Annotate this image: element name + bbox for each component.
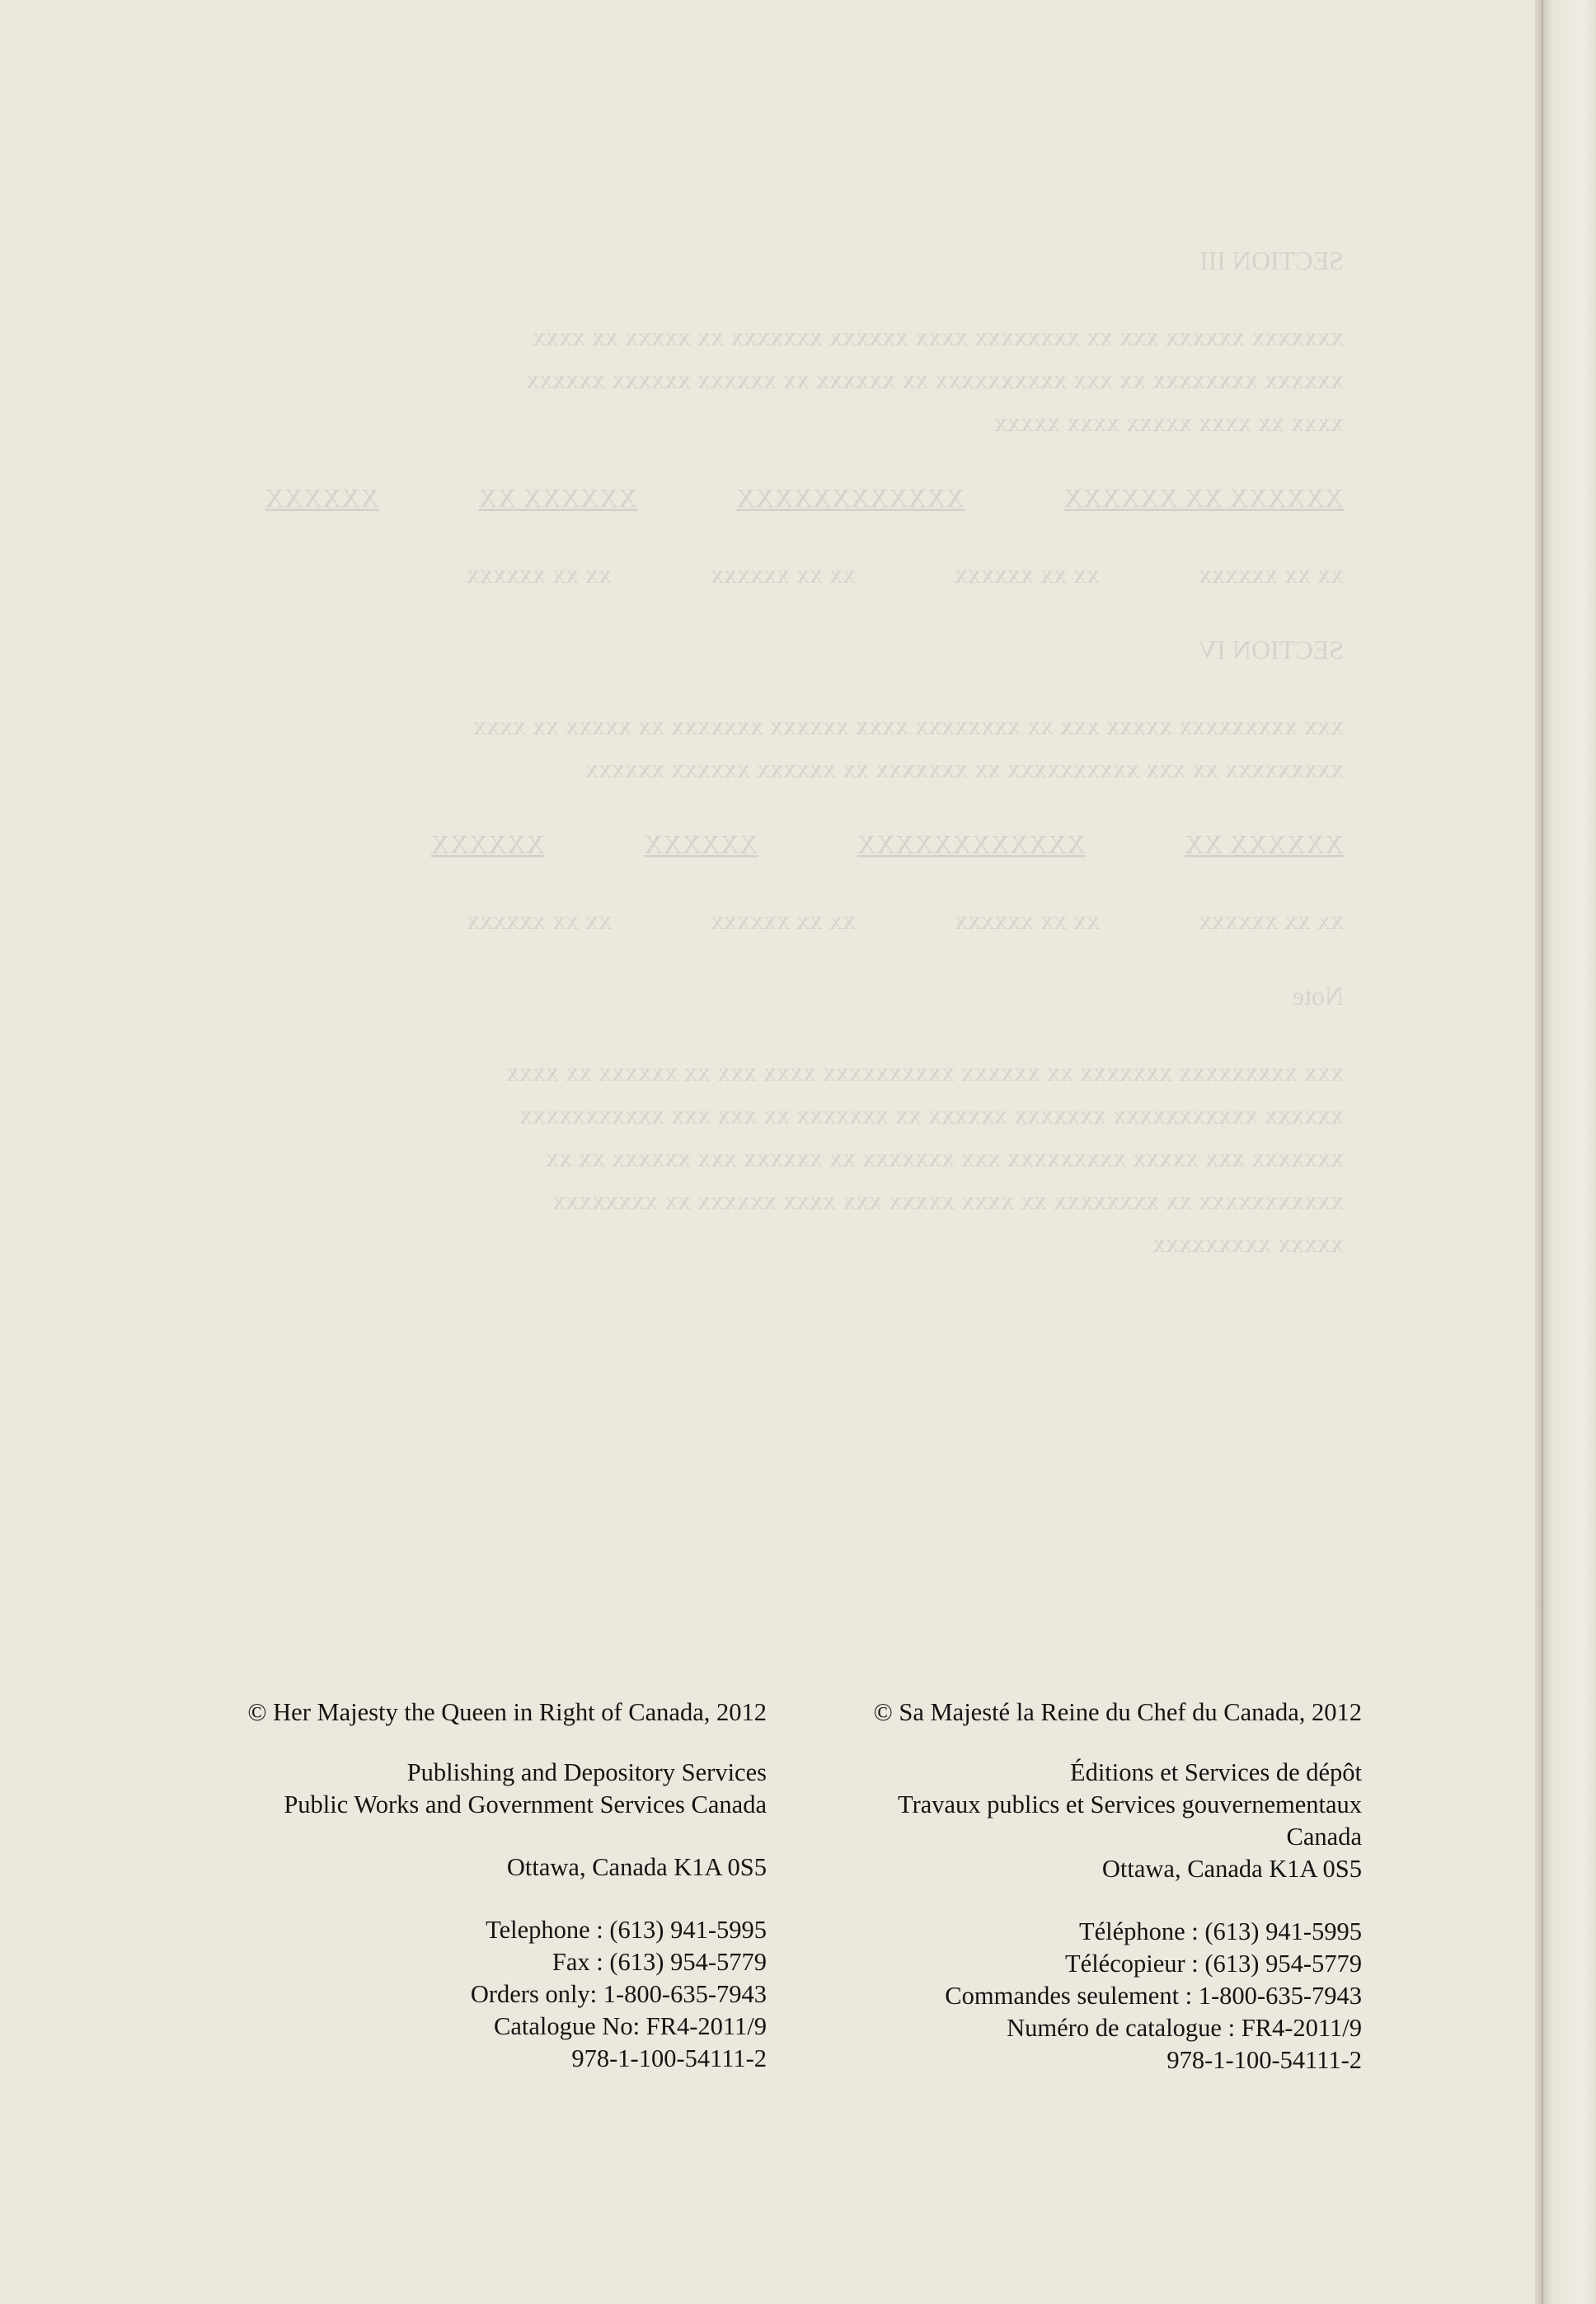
show-through-text: SECTION III xxxxxxx xxxxxx xxx xx xxxxxxxx xxxx xxxxxx xxxxxxx xx xxxxx xx xxxx xxxxxx xxxxxxxx xx xxx xxxxxxxxxx xx xxxxxx xx xxxxxx xxxxxx xxxxxx xxxx xx xxxx xxxxx xxxx xxxxx XXXXXX XX XXXXXX XXXXXXXXXXXX XXXXXX XX XXXXXX xx xx xxxxxx xx xx xxxxxx xx xx xxxxxx xx xx xxxxxx SECTION IV xxx xxxxxxxxx xxxxx xxx xx xxxxxxxx xxxx xxxxxx xxxxxxx xx xxxxx xx xxxx xxxxxxxxx xx xxx xxxxxxxxxx xx xxxxxxx xx xxxxxx xxxxxx xxxxxx XXXXXX XX XXXXXXXXXXXX XXXXXX XXXXXX xx xx xxxxxx xx xx xxxxxx xx xx xxxxxx xx xx xxxxxx Note xxx xxxxxxxxx xxxxxxx xx xxxxxx xxxxxxxxxx xxxx xxx xx xxxxxx xx xxxx xxxxxx xxxxxxxxxxx xxxxxxx xxxxxx xx xxxxxxx xx xxx xxx xxxxxxxxxxx xxxxxxx xxx xxxxx xxxxxxxxx xxx xxxxxxx xx xxxxxx xxx xxxxxx xx xx xxxxxxxxxxx xx xxxxxxxx xx xxxx xxxxx xxx xxxx xxxxxx xx xxxxxxxx xxxxx xxxxxxxxx xyxy=(265,246,1344,1258)
fax-number: Fax : (613) 954-5779 xyxy=(552,1948,767,1976)
page-binding-crease xyxy=(1542,0,1543,2304)
fax-number: Télécopieur : (613) 954-5779 xyxy=(1065,1950,1362,1978)
catalogue-number: Numéro de catalogue : FR4-2011/9 xyxy=(1007,2014,1362,2042)
telephone-number: Telephone : (613) 941-5995 xyxy=(486,1916,767,1944)
copyright-notice: © Sa Majesté la Reine du Chef du Canada, 2012 xyxy=(873,1698,1362,1726)
page-binding-edge xyxy=(1535,0,1596,2304)
orders-number: Orders only: 1-800-635-7943 xyxy=(470,1980,767,2008)
telephone-number: Téléphone : (613) 941-5995 xyxy=(1078,1917,1362,1945)
publisher-department: Public Works and Government Services Canada xyxy=(284,1790,767,1818)
catalogue-number: Catalogue No: FR4-2011/9 xyxy=(494,2012,767,2040)
orders-number: Commandes seulement : 1-800-635-7943 xyxy=(945,1982,1362,2010)
isbn: 978-1-100-54111-2 xyxy=(1166,2046,1362,2074)
publisher-address: Ottawa, Canada K1A 0S5 xyxy=(506,1853,767,1881)
english-publication-info xyxy=(173,1696,767,2075)
isbn: 978-1-100-54111-2 xyxy=(571,2044,767,2072)
copyright-notice: © Her Majesty the Queen in Right of Canada, 2012 xyxy=(247,1698,767,1726)
publisher-country: Canada xyxy=(1286,1823,1362,1851)
french-publication-info xyxy=(767,1696,1362,2076)
publisher-name: Publishing and Depository Services xyxy=(406,1758,767,1786)
publisher-name: Éditions et Services de dépôt xyxy=(1069,1758,1362,1786)
publisher-department: Travaux publics et Services gouvernementaux xyxy=(898,1790,1362,1818)
publisher-address: Ottawa, Canada K1A 0S5 xyxy=(1101,1855,1362,1883)
